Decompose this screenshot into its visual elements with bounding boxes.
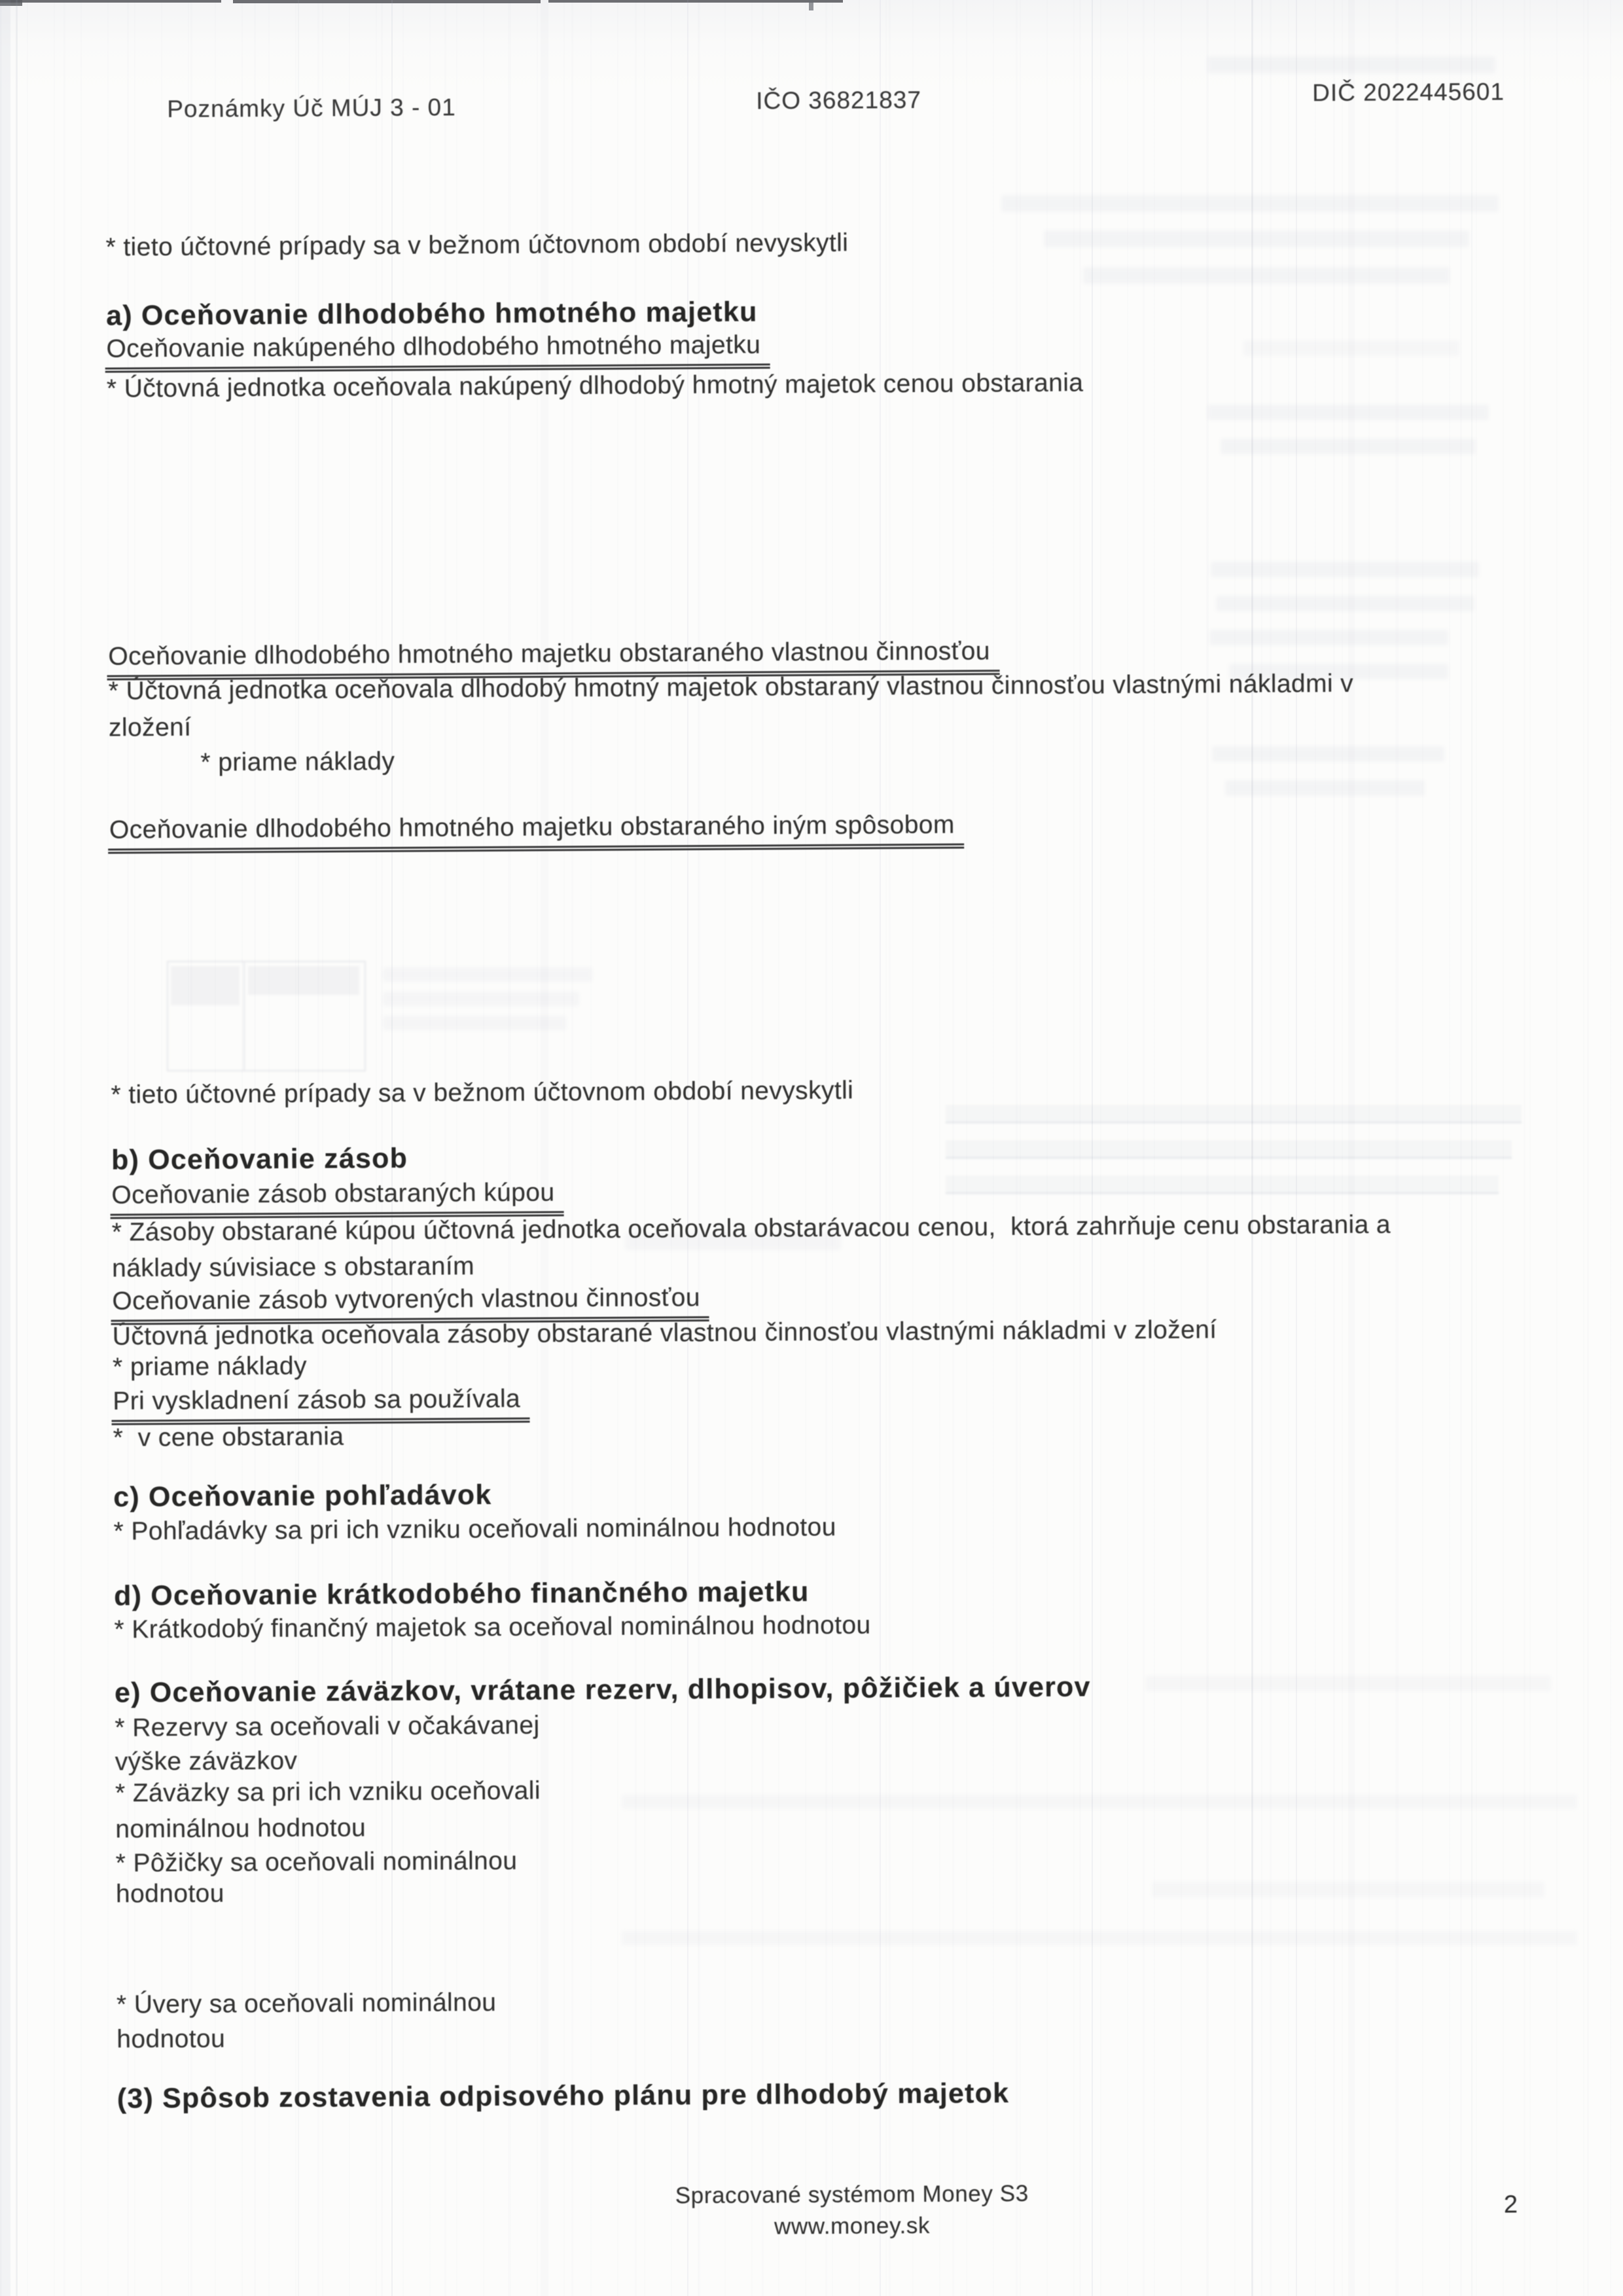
section-a-purchased-title (106, 331, 770, 372)
section-b-dispatch-title (113, 1385, 529, 1426)
section-a-other-way-title (109, 811, 964, 854)
section-a-own-activity-item-line2: zložení (108, 713, 192, 742)
section-a-title: a) Oceňovanie dlhodobého hmotného majetku (106, 296, 758, 332)
section-b-dispatch-item: * v cene obstarania (113, 1422, 344, 1452)
underlined-subheading: Oceňovanie zásob vytvorených vlastnou činnosťou (111, 1283, 709, 1325)
section-b-title: b) Oceňovanie zásob (111, 1142, 408, 1176)
underlined-subheading: Oceňovanie nakúpeného dlhodobého hmotného majetku (105, 331, 770, 372)
section-d-item: * Krátkodobý finančný majetok sa oceňoval nominálnou hodnotou (114, 1611, 871, 1644)
section-e-loans-line2: hodnotou (115, 1879, 224, 1909)
footer-processed-by: Spracované systémom Money S3 (675, 2181, 1029, 2209)
underlined-subheading: Oceňovanie zásob obstaraných kúpou (110, 1178, 563, 1219)
section-b-purchased-title (111, 1178, 563, 1219)
section-d-title: d) Oceňovanie krátkodobého finančného majetku (114, 1576, 810, 1612)
section-e-liabilities-line2: nominálnou hodnotou (115, 1814, 366, 1844)
section-b-own-activity-sub-item: * priame náklady (112, 1352, 308, 1382)
section-e-credits-line1: * Úvery sa oceňovali nominálnou (116, 1988, 497, 2019)
section-b-purchased-item-line2: náklady súvisiace s obstaraním (111, 1252, 475, 1283)
underlined-subheading: Oceňovanie dlhodobého hmotného majetku obstaraného vlastnou činnosťou (107, 637, 999, 680)
scan-top-edge-artifact (0, 0, 221, 3)
section-e-reserves-line1: * Rezervy sa oceňovali v očakávanej (115, 1711, 540, 1742)
note-not-occurred-top: * tieto účtovné prípady sa v bežnom účtovnom období nevyskytli (105, 228, 849, 262)
header-dic: DIČ 2022445601 (1312, 78, 1505, 107)
page-number: 2 (1503, 2191, 1518, 2219)
section-a-own-activity-item-line1: * Účtovná jednotka oceňovala dlhodobý hmotný majetok obstaraný vlastnou činnosťou vlastnými nákladmi v (108, 669, 1354, 706)
underlined-subheading: Oceňovanie dlhodobého hmotného majetku obstaraného iným spôsobom (108, 811, 964, 854)
section-3-title: (3) Spôsob zostavenia odpisového plánu pre dlhodobý majetok (116, 2077, 1010, 2115)
section-a-own-activity-sub-item: * priame náklady (200, 747, 395, 777)
header-form-code: Poznámky Úč MÚJ 3 - 01 (167, 94, 456, 122)
footer-website: www.money.sk (774, 2212, 931, 2240)
section-b-purchased-item-line1: * Zásoby obstarané kúpou účtovná jednotka oceňovala obstarávacou cenou, ktorá zahrňuje cenu obstarania a (111, 1210, 1391, 1247)
footer (459, 2177, 1245, 2244)
section-b-own-activity-item: Účtovná jednotka oceňovala zásoby obstarané vlastnou činnosťou vlastnými nákladmi v zložení (112, 1316, 1217, 1351)
section-e-reserves-line2: výške záväzkov (115, 1746, 298, 1776)
section-e-loans-line1: * Pôžičky sa oceňovali nominálnou (115, 1846, 518, 1878)
header-ico: IČO 36821837 (756, 86, 922, 115)
section-c-title: c) Oceňovanie pohľadávok (113, 1479, 492, 1513)
section-e-credits-line2: hodnotou (116, 2024, 226, 2054)
underlined-subheading: Pri vyskladnení zásob sa používala (111, 1385, 529, 1426)
section-a-purchased-item: * Účtovná jednotka oceňovala nakúpený dlhodobý hmotný majetok cenou obstarania (106, 368, 1084, 403)
section-a-other-way-note: * tieto účtovné prípady sa v bežnom účtovnom období nevyskytli (111, 1076, 854, 1109)
section-e-liabilities-line1: * Záväzky sa pri ich vzniku oceňovali (115, 1776, 541, 1808)
section-c-item: * Pohľadávky sa pri ich vzniku oceňovali nominálnou hodnotou (113, 1513, 836, 1546)
section-e-title: e) Oceňovanie záväzkov, vrátane rezerv, dlhopisov, pôžičiek a úverov (114, 1671, 1091, 1709)
